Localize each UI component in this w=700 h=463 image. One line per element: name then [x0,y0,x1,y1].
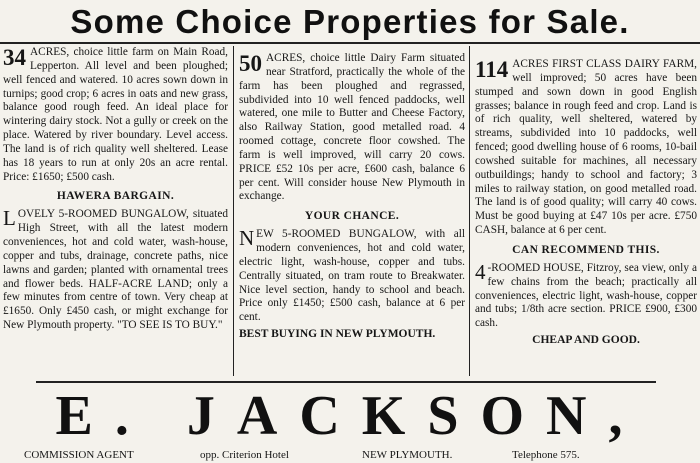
ad-body: ACRES, choice little farm on Main Road, Lepperton. All level and been ploughed; well fenced and watered. 10 acres sown down in turnips; good crop; 6 acres in oats and new grass, balance good rough feed. An ideal place for wintering dairy stock. Not a gully or creek on the place. Watered by river boundary. Level access. The land is of rich quality well sheltered. Lease has 18 years to run at only 20s an acre rental. Price: £1650; £500 cash. [3,46,228,183]
ad-number: 50 [239,51,262,76]
advertiser-address: opp. Criterion Hotel [200,449,289,461]
ad-body: EW 5-ROOMED BUNGALOW, with all modern conveniences, hot and cold water, electric light, wash-house, copper and tubs. Centrally situated, on tram route to Breakwater. Nice level section, handy to school and beach. Price only £1450; £500 cash, balance at 6 per cent. [239,228,465,324]
ad-34-acres [3,46,228,184]
column-right [475,46,697,376]
advertiser-name: E. JACKSON, [55,385,645,447]
ad-footer: CHEAP AND GOOD. [532,334,640,347]
ad-body: -ROOMED HOUSE, Fitzroy, sea view, only a few chains from the beach; practically all conveniences, electric light, wash-house, copper and tubs; 1/8th acre section. PRICE £900, £300 cash. [475,261,697,330]
column-divider-left [233,46,234,376]
ad-114-acres [475,46,697,238]
ad-body: ACRES FIRST CLASS DAIRY FARM, well improved; 50 acres have been stumped and sown down in good English grasses; balance in rough feed and crop. Land is of rich quality, well sheltered, watered by streams, subdivided into 10 paddocks, well fenced; good dwelling house of 6 rooms, 10-bail cowshed suitable for machines, all necessary outbuildings; handy to school and factory; 3 miles to railway station, on good metalled road. The land is of good quality; will carry 40 cows. Must be good buying at £47 10s per acre. £750 CASH, balance at 6 per cent. [475,58,697,237]
ad-body: OVELY 5-ROOMED BUNGALOW, situated High Street, with all the latest modern conveniences, hot and cold water, wash-house, copper and tubs, drainage, concrete paths, nice lawns and garden; planted with ornamental trees and flower beds. HALF-ACRE LAND; only a few minutes from centre of town. Very cheap at £1650. Only £450 cash, or might exchange for New Plymouth property. "TO SEE IS TO BUY." [3,208,228,332]
ad-number: 114 [475,57,509,82]
advertiser-town: NEW PLYMOUTH. [362,449,453,461]
drop-cap: L [3,206,16,231]
drop-cap: N [239,226,255,251]
bottom-rule [36,381,656,383]
ad-body: ACRES, choice little Dairy Farm situated near Stratford, practically the whole of the farm has been ploughed and regrassed, subdivided into 10 well fenced paddocks, well watered, one mile to Butter and Cheese Factory, also Railway Station, good metalled road. 4 roomed cottage, concrete floor cowshed. The farm is well improved, will carry 20 cows. PRICE £52 10s per acre, £600 cash, balance 6 per cent. Will consider house New Plymouth in exchange. [239,52,465,203]
ad-heading: HAWERA BARGAIN. [56,190,175,203]
advertiser-telephone: Telephone 575. [512,449,580,461]
drop-cap: 4 [475,259,486,284]
ad-new-bungalow [239,228,465,325]
ad-hawera-bungalow [3,208,228,333]
ad-heading: YOUR CHANCE. [304,210,400,223]
column-middle [239,46,465,376]
page-headline: Some Choice Properties for Sale. [70,3,630,40]
ad-number: 34 [3,46,26,70]
ad-50-acres [239,46,465,204]
ad-fitzroy-house [475,259,697,331]
ad-footer: CAN RECOMMEND THIS. [512,243,660,256]
column-divider-right [469,46,470,376]
advertiser-footer [0,448,700,462]
ad-footer: BEST BUYING IN NEW PLYMOUTH. [239,328,436,341]
column-left [3,46,228,376]
advertiser-role: COMMISSION AGENT [24,449,134,461]
top-rule [0,42,700,44]
